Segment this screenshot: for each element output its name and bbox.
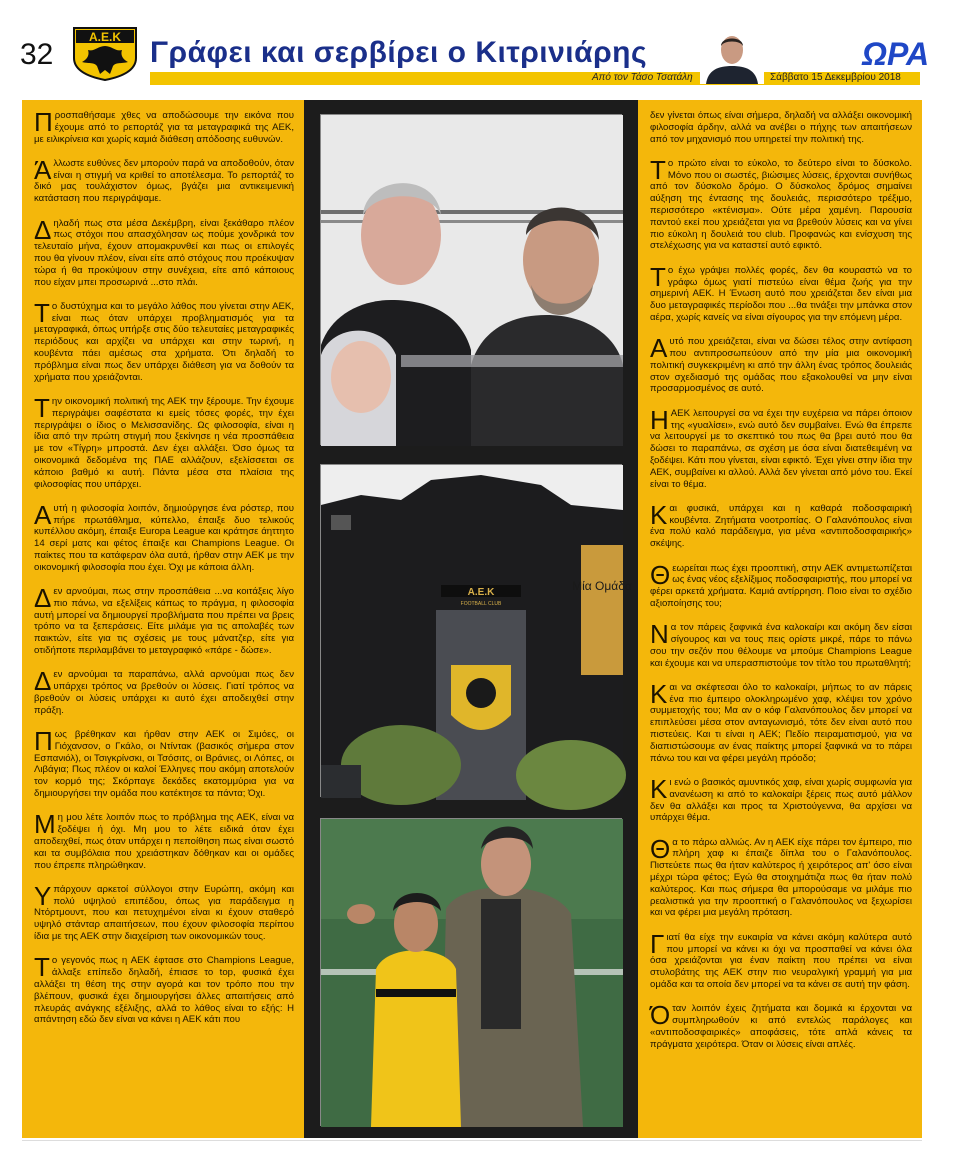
paragraph: Υπάρχουν αρκετοί σύλλογοι στην Ευρώπη, ακόμη και πολύ υψηλού επιπέδου, όπως για παράδειγμα η Ντόρτμουντ, που και πετυχημένοι είναι κι έχουν σταθερό υψηλό στάνταρ απαιτήσεων, που έχουν φιλοσοφία περίπου ίδια με της ΑΕΚ στην διαχείριση των οικονομικών τους. [34,880,294,943]
aek-eagle-icon [70,24,140,82]
drop-cap: Α [650,333,668,364]
aek-logo [70,24,140,82]
right-text-column [638,100,922,1138]
page-number: 32 [20,38,54,71]
banner-text: Μία Ομάδα [572,579,632,593]
paragraph: Το έχω γράψει πολλές φορές, δεν θα κουραστώ να το γράφω όμως γιατί πιστεύω είναι θέμα ζωής για την σημερινή ΑΕΚ. Η Ένωση αυτό που χρειάζεται δεν είναι μια δυο μεταγραφικές περίοδοι που ...θα τινάξει την μπάνκα στον αέρα, χωρίς κανείς να είναι σίγουρος για την επόμενη μέρα. [650,261,912,323]
drop-cap: Κ [650,678,668,709]
drop-cap: Μ [34,809,56,840]
building-sign: Α.Ε.Κ [467,587,495,598]
drop-cap: Τ [34,952,50,983]
paragraph: Προσπαθήσαμε χθες να αποδώσουμε την εικόνα που έχουμε από το ρεπορτάζ για τα μεταγραφικά της ΑΕΚ, με ειλικρίνεια και χωρίς καμιά διάθεση απόδοσης ευθυνών. [34,107,294,145]
paragraph: Το δυστύχημα και το μεγάλο λάθος που γίνεται στην ΑΕΚ, είναι πως όταν υπάρχει προβληματισμός για τα μεταγραφικά, όπως υπήρξε στις δύο τελευταίες μεταγραφικές περιόδους και αρχίζει να υπάρχει και στην τωρινή, η κουβέντα πάει αμέσως στα χρήματα. Ότι δηλαδή το πρόβλημα είναι πως δεν υπάρχει διάθεση για να δοθούν τα χρήματα που χρειάζονται. [34,297,294,383]
paragraph: Κι ενώ ο βασικός αμυντικός χαφ, είναι χωρίς συμφωνία για ανανέωση κι από το καλοκαίρι ξέρεις πως αυτό μάλλον δεν θα αλλάξει και προς τα Χριστούγεννα, θα αρχίσει να υπάρχει θέμα. [650,773,912,824]
paragraph: Μη μου λέτε λοιπόν πως το πρόβλημα της ΑΕΚ, είναι να ξοδέψει ή όχι. Μη μου το λέτε ειδικά όταν έχει αποδειχθεί, πως όταν υπάρχει η πεποίθηση πως είναι σωστό και τα συμβόλαια που χρειάστηκαν δόθηκαν και οι ομάδες που έπρεπε πληρώθηκαν. [34,809,294,871]
paragraph: Άλλωστε ευθύνες δεν μπορούν παρά να αποδοθούν, όταν είναι η στιγμή να κριθεί το αποτέλεσμα. Το ρεπορτάζ το δικό μας τουλάχιστον όμως, βγάζει μια αντικειμενική κατάσταση που περιγράψαμε. [34,154,294,205]
drop-cap: Δ [34,666,52,697]
paragraph: Αυτό που χρειάζεται, είναι να δώσει τέλος στην αντίφαση που αντιπροσωπεύουν από την μία μια οικονομική πολιτική συγκεκριμένη κι από την άλλη ένας τρόπος δουλειάς στον σχεδιασμό της ομάδας που εξακολουθεί να μην είναι προσαρμοσμένος σε αυτό. [650,333,912,395]
drop-cap: Κ [650,499,668,530]
paragraph: Όταν λοιπόν έχεις ζητήματα και δομικά κι έρχονται να συμπληρωθούν κι από εντελώς παράλογες και «αντιποδοσφαιρικές» αποφάσεις, τότε απλά κάνεις τα πράγματα χειρότερα. Όταν οι λύσεις είναι απλές. [650,1000,912,1050]
paragraph: Η ΑΕΚ λειτουργεί σα να έχει την ευχέρεια να πάρει όποιον της «γυαλίσει», ενώ αυτό δεν συμβαίνει. Ενώ θα έπρεπε να λειτουργεί με το σκεπτικό του πως θα βρει αυτό που θα δώσει το παραπάνω, σε σχέση με όσα είναι διατεθειμένη να ξοδέψει. Κάτι που γίνεται, είναι εφικτό. Έχει γίνει στην ίδια την ΑΕΚ, συμβαίνει κι αλλού. Αλλά δεν γίνεται από μόνο του. Εκεί είναι το θέμα. [650,404,912,490]
drop-cap: Π [34,107,53,137]
drop-cap: Τ [34,392,50,423]
photo-strip [304,100,638,1138]
drop-cap: Τ [650,261,666,292]
photo-aek-building [320,464,632,797]
byline: Από τον Τάσο Τσατάλη [592,72,693,83]
paragraph: Θα το πάρω αλλιώς. Αν η ΑΕΚ είχε πάρει τον έμπειρο, πιο πλήρη χαφ κι έπαιζε δίπλα του ο Γαλανόπουλος. Πιστεύετε πως θα ήταν καλύτερος ή χειρότερος απ' όσο είναι μέχρι τώρα φέτος; Εγώ θα στοιχημάτιζα πως θα ήταν πολύ καλύτερος. Και πως σήμερα θα μπορούσαμε να μιλάμε πιο ρεαλιστικά για την προοπτική ο Γαλανόπουλος να ξεχωρίσει και να φέρει μια μεγάλη πρόταση. [650,833,912,919]
photo-spectators [320,114,622,445]
paragraph: Το πρώτο είναι το εύκολο, το δεύτερο είναι το δύσκολο. Μόνο που οι σωστές, βιώσιμες λύσεις, έρχονται συνήθως από τον δύσκολο δρόμο. Ο δύσκολος δρόμος σημαίνει αύξηση της έντασης της δουλειάς, περισσότερο τρέξιμο, περισσότερο «κτένισμα». Ούτε μέρα χαμένη. Παρουσία παντού εκεί που χρειάζεται για να βρεθούν λύσεις και να γίνει πιο εύκολη η δουλειά του club. Προφανώς και ενίσχυση της στελέχωσης για να καταστεί αυτό εφικτό. [650,154,912,252]
paragraph: Πως βρέθηκαν και ήρθαν στην ΑΕΚ οι Σιμόες, οι Γιόχανσον, ο Γκάλο, οι Ντίντακ (βασικός σήμερα στον Εσπανιόλ), οι Τσιγκρίνσκι, οι Τσόσιτς, οι Βράνιες, οι Λόπες, οι Λιβάγια; Πως πλέον οι καλοί Έλληνες που ακόμη αποτελούν τον κορμό της; Σκόρπαγε δεκάδες εκατομμύρια για να δημιουργήσει την ομάδα που κατέκτησε τα πάντα; Όχι. [34,726,294,800]
drop-cap: Θ [650,559,671,590]
drop-cap: Η [650,404,669,435]
issue-date: Σάββατο 15 Δεκεμβρίου 2018 [770,72,901,83]
bottom-rule [22,1140,922,1141]
paragraph: Να τον πάρεις ξαφνικά ένα καλοκαίρι και ακόμη δεν είσαι σίγουρος και να τους πεις ορίστε μικρέ, πάρε το πάνω σου την σεζόν που θέλουμε να μπούμε Champions League και έχουμε και να υπερασπιστούμε τον τίτλο του πρωταθλητή; [650,619,912,669]
paragraph: Αυτή η φιλοσοφία λοιπόν, δημιούργησε ένα ρόστερ, που πήρε πρωτάθλημα, κύπελλο, έπαιξε δυο τελικούς κυπέλλου ακόμη, έπαιξε Europa League και κράτησε άηττητο 14 σερί ματς και φέτος έπαιξε και Champions League. Οι παίκτες που τα κατάφεραν όλα αυτά, ήρθαν στην ΑΕΚ με την οικονομική φιλοσοφία που έχει. Όχι με κάποια άλλη. [34,499,294,573]
photo-coach-player [320,818,622,1126]
drop-cap: Δ [34,214,52,245]
drop-cap: Κ [650,773,668,804]
paragraph: Θεωρείται πως έχει προοπτική, στην ΑΕΚ αντιμετωπίζεται ως ένας νέος εξελίξιμος ποδοσφαιριστής, που μπορεί να φέρει αρκετά χρήματα. Καμιά αντίρρηση. Ποιο είναι το σχέδιο αξιοποίησης του; [650,559,912,609]
drop-cap: Υ [34,880,52,911]
logo-text: Α.Ε.Κ [88,30,122,44]
page-title: Γράφει και σερβίρει ο Κιτρινιάρης [150,36,648,69]
author-photo [700,26,764,84]
paragraph: Δεν αρνούμαι, πως στην προσπάθεια ...να κοιτάξεις λίγο πιο πάνω, να εξελίξεις κάπως το πράγμα, η φιλοσοφία αυτή μπορεί να δημιουργεί προβλήματα που πρέπει να βρεις τρόπο να τα ξεπεράσεις. Είτε μιλάμε για τις απολαβές των παικτών, είτε για τις σχέσεις με τους μάνατζερ, είτε για οτιδήποτε περιλαμβάνει το μεταγραφικό «πάρε - δώσε». [34,583,294,657]
drop-cap: Ά [34,154,52,185]
paragraph: Το γεγονός πως η ΑΕΚ έφτασε στο Champions League, άλλαξε επίπεδο δηλαδή, έπιασε το top, φυσικά έχει αλλάξει τη θέση της στην αγορά και τον τρόπο που την βλέπουν, φυσικά έχει δημιουργήσει άλλες απαιτήσεις από πλευράς ανάγκης εξέλιξης, αλλά το λάθος είναι το εξής: Η απάντηση εδώ δεν είναι να κάνει η ΑΕΚ κάτι που [34,952,294,1026]
drop-cap: Ό [650,1000,671,1031]
paragraph: Και να σκέφτεσαι όλο το καλοκαίρι, μήπως το αν πάρεις ένα πιο έμπειρο ολοκληρωμένο χαφ, κλέψει τον χρόνο συμμετοχής του; Μα αν ο κόφ Γαλανόπουλος δεν μπορεί να επιπλεύσει μέσα στον ανταγωνισμό, τότε δεν είναι αυτό που πιστεύεις. Και τι είναι η ΑΕΚ; Πεδίο πειραματισμού, για να διαπιστώσουμε αν ένας παίκτης μπορεί ξαφνικά να το πάρει πάνω του και να φέρει μεγάλη πρόοδο; [650,678,912,764]
drop-cap: Γ [650,928,665,959]
building-subsign: FOOTBALL CLUB [460,601,502,607]
paragraph: δεν γίνεται όπως είναι σήμερα, δηλαδή να αλλάξει οικονομική φιλοσοφία άρδην, αλλά να ανέβει ο πήχης των απαιτήσεων από τον μηχανισμό που υπηρετεί την πολιτική της. [650,110,912,145]
drop-cap: Π [34,726,53,757]
paragraph: Την οικονομική πολιτική της ΑΕΚ την ξέρουμε. Την έχουμε περιγράψει σαφέστατα κι εμείς τόσες φορές, την έχει περιγράψει ο ίδιος ο Μελισσανίδης. Ως φιλοσοφία, είναι η ίδια από την πρώτη στιγμή που ξεκίνησε η νέα προσπάθεια με τον «Τίγρη» μπροστά. Δεν έχει αλλάξει. Όσο όμως τα οικονομικά δεδομένα της ΠΑΕ αλλάζουν, εξελίσσεται σε κάποιο βαθμό κι αυτή. Πάντα μέσα στα πλαίσια της φιλοσοφίας που υπάρχει. [34,392,294,490]
drop-cap: Τ [34,297,50,328]
paragraph: Δηλαδή πως στα μέσα Δεκέμβρη, είναι ξεκάθαρο πλέον πως στόχοι που απασχόλησαν ως πούμε χονδρικά τον τελευταίο μήνα, έχουν απομακρυνθεί και πως οι επιλογές που θα γίνουν πλέον, είναι είτε από στόχους που προέκυψαν τώρα ή θα προκύψουν στην συνέχεια, είτε από κάποιους που είχαν μπει προσωρινά ...στο πλάι. [34,214,294,288]
paragraph: Δεν αρνούμαι τα παραπάνω, αλλά αρνούμαι πως δεν υπάρχει τρόπος να βρεθούν οι λύσεις. Γιατί τρόπος να βρεθούν οι λύσεις υπάρχει κι αυτό έχει αποδειχθεί στην πράξη. [34,666,294,716]
newspaper-brand: ΩΡΑ [862,36,930,72]
page-header [0,0,960,98]
paragraph: Γιατί θα είχε την ευκαιρία να κάνει ακόμη καλύτερα αυτό που μπορεί να κάνει κι όχι να προσπαθεί να κάνει όλα όσα χρειάζονται για έναν παίκτη που πρέπει να είναι στυλοβάτης της ΑΕΚ στην πιο νευραλγική γραμμή για μια ομάδα και τα οποία δεν μπορεί να τα κάνει σε αυτή την φάση. [650,928,912,990]
drop-cap: Ν [650,619,669,650]
drop-cap: Δ [34,583,52,614]
drop-cap: Α [34,499,52,530]
left-text-column [22,100,304,1138]
drop-cap: Τ [650,154,666,185]
drop-cap: Θ [650,833,671,864]
paragraph: Και φυσικά, υπάρχει και η καθαρά ποδοσφαιρική κουβέντα. Ζητήματα νοοτροπίας. Ο Γαλανόπουλος είναι ένα πολύ καλό παράδειγμα, για μένα «αντιποδοσφαιρικής» σκέψης. [650,499,912,550]
